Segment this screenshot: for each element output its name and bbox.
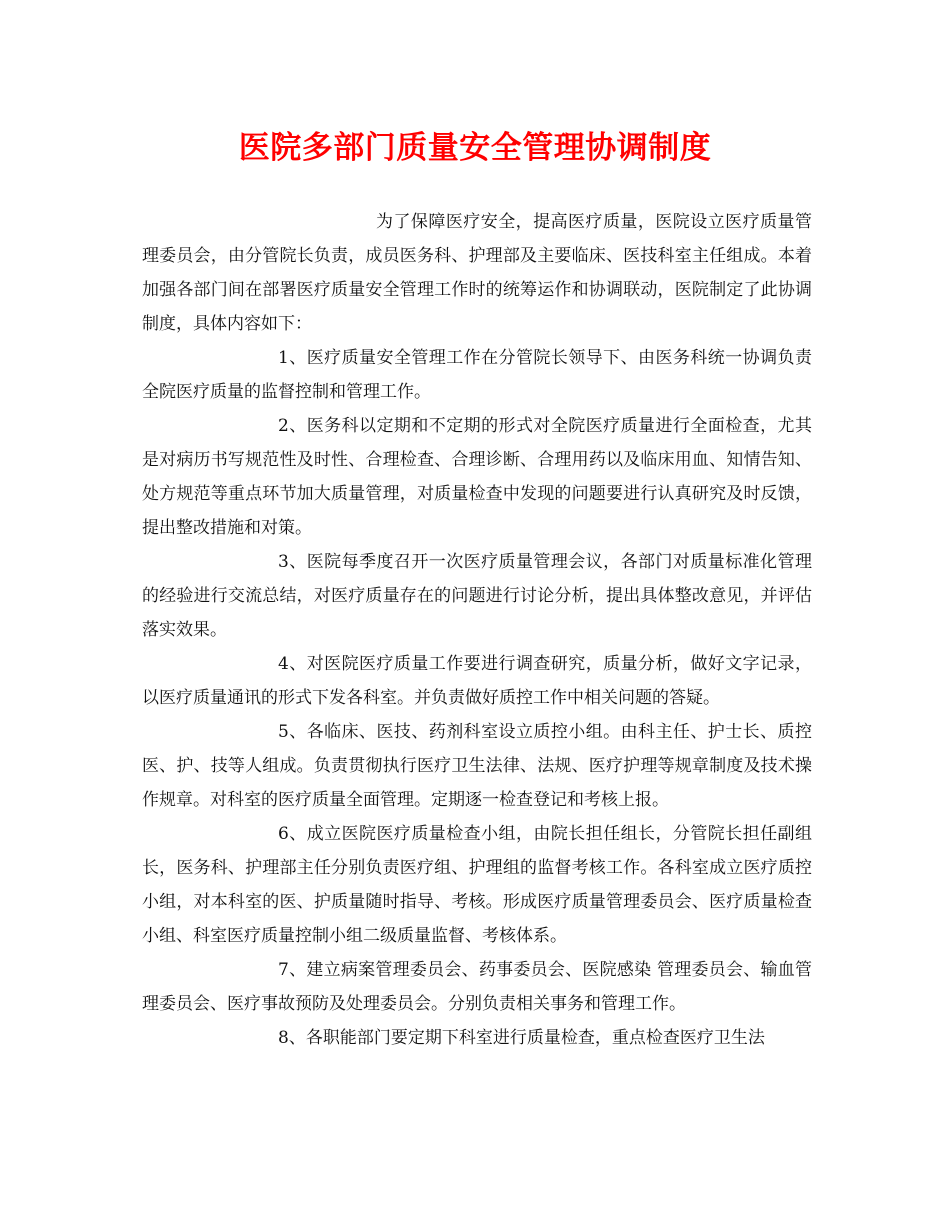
clause-4-paragraph: 4、对医院医疗质量工作要进行调查研究，质量分析，做好文字记录，以医疗质量通讯的形式下发各科室。并负责做好质控工作中相关问题的答疑。	[142, 654, 812, 708]
document-body	[142, 205, 812, 1055]
clause-1-paragraph: 1、医疗质量安全管理工作在分管院长领导下、由医务科统一协调负责全院医疗质量的监督控制和管理工作。	[142, 348, 812, 402]
clause-6-paragraph: 6、成立医院医疗质量检查小组，由院长担任组长，分管院长担任副组长，医务科、护理部主任分别负责医疗组、护理组的监督考核工作。各科室成立医疗质控小组，对本科室的医、护质量随时指导、考核。形成医疗质量管理委员会、医疗质量检查小组、科室医疗质量控制小组二级质量监督、考核体系。	[142, 824, 812, 946]
document-title: 医院多部门质量安全管理协调制度	[238, 130, 712, 166]
intro-paragraph: 为了保障医疗安全，提高医疗质量，医院设立医疗质量管理委员会，由分管院长负责，成员医务科、护理部及主要临床、医技科室主任组成。本着加强各部门间在部署医疗质量安全管理工作时的统筹运作和协调联动，医院制定了此协调制度，具体内容如下：	[142, 212, 812, 334]
clause-8-paragraph: 8、各职能部门要定期下科室进行质量检查，重点检查医疗卫生法	[278, 1028, 765, 1048]
clause-2-paragraph: 2、医务科以定期和不定期的形式对全院医疗质量进行全面检查，尤其是对病历书写规范性及时性、合理检查、合理诊断、合理用药以及临床用血、知情告知、处方规范等重点环节加大质量管理，对质量检查中发现的问题要进行认真研究及时反馈，提出整改措施和对策。	[142, 416, 812, 538]
clause-5-paragraph: 5、各临床、医技、药剂科室设立质控小组。由科主任、护士长、质控医、护、技等人组成。负责贯彻执行医疗卫生法律、法规、医疗护理等规章制度及技术操作规章。对科室的医疗质量全面管理。定期逐一检查登记和考核上报。	[142, 722, 812, 810]
clause-7-paragraph: 7、建立病案管理委员会、药事委员会、医院感染 管理委员会、输血管理委员会、医疗事故预防及处理委员会。分别负责相关事务和管理工作。	[142, 960, 812, 1014]
clause-3-paragraph: 3、医院每季度召开一次医疗质量管理会议，各部门对质量标准化管理的经验进行交流总结，对医疗质量存在的问题进行讨论分析，提出具体整改意见，并评估落实效果。	[142, 552, 812, 640]
